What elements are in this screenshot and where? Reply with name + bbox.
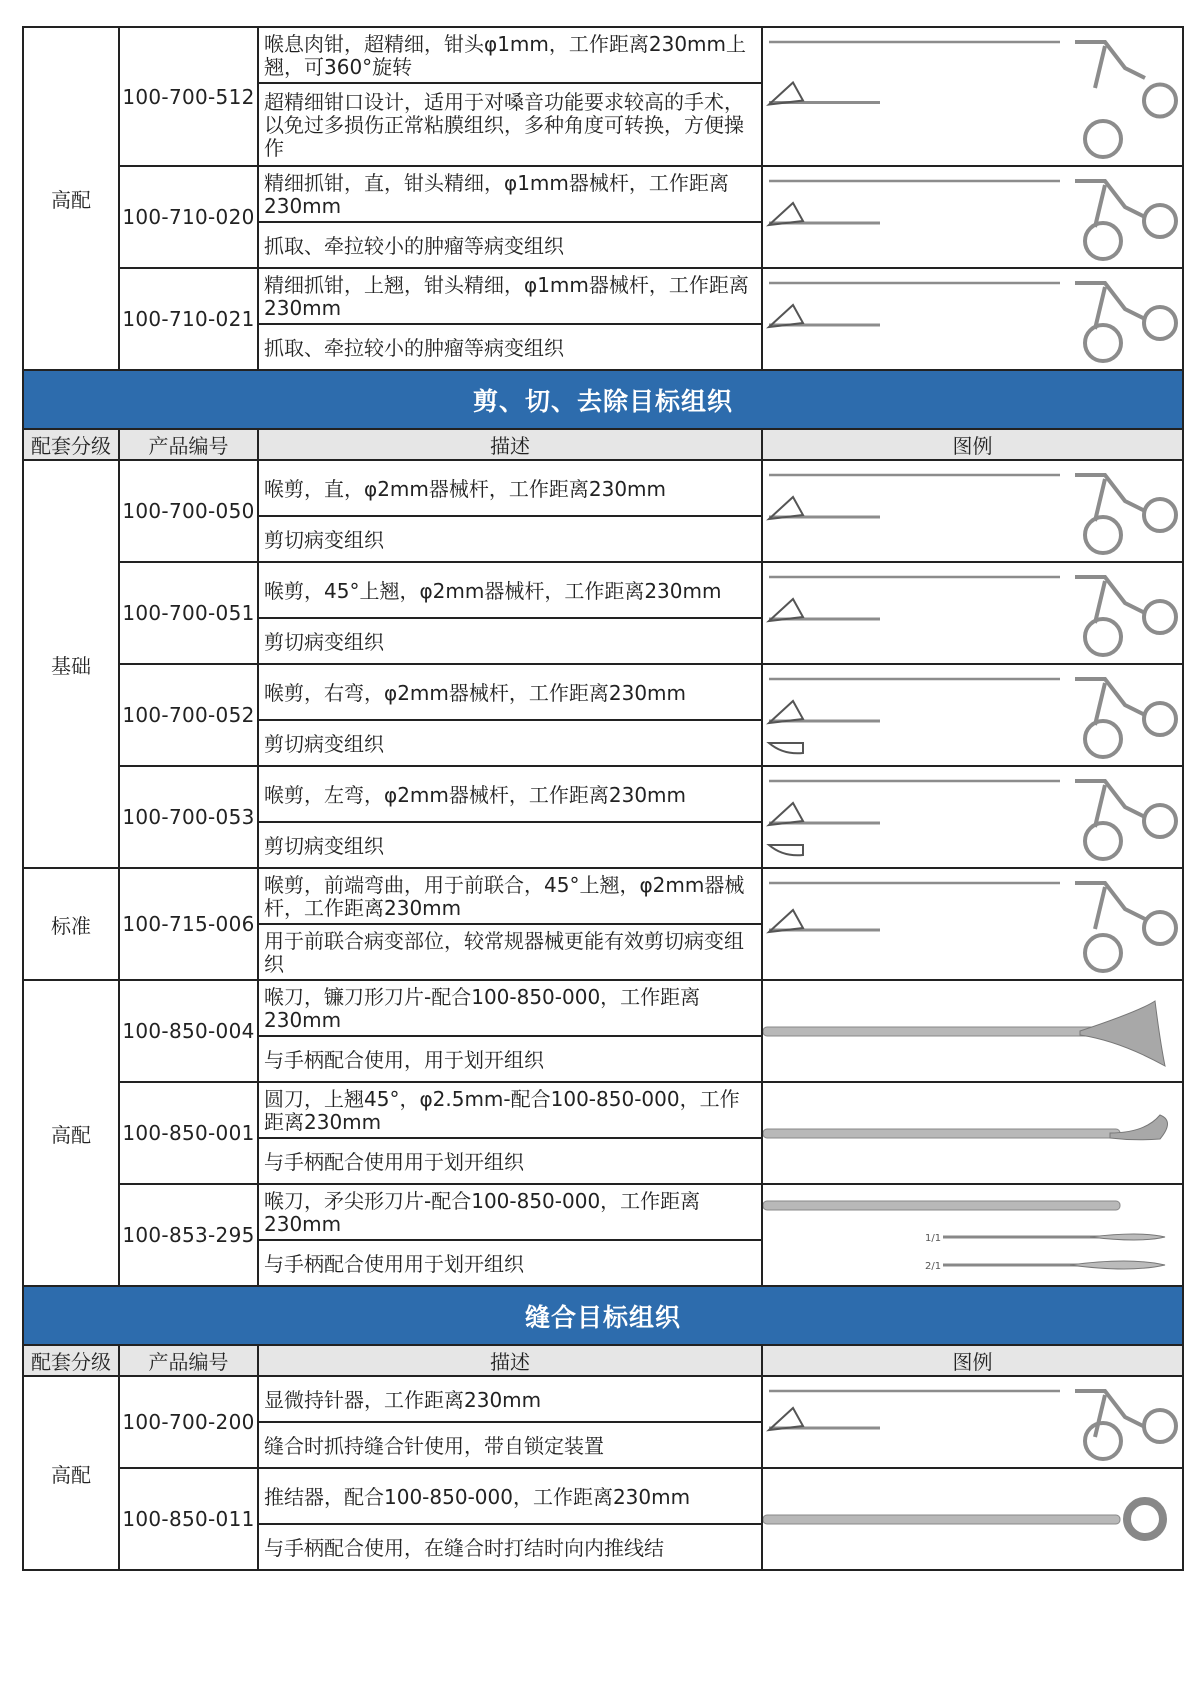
instrument-image bbox=[762, 868, 1183, 980]
product-code: 100-850-004 bbox=[119, 980, 258, 1082]
product-code: 100-700-200 bbox=[119, 1376, 258, 1468]
use-text: 超精细钳口设计，适用于对嗓音功能要求较高的手术，以免过多损伤正常粘膜组织，多种角度可转换，方便操作 bbox=[258, 83, 762, 166]
table-row bbox=[23, 1184, 1183, 1240]
instrument-image bbox=[762, 27, 1183, 166]
instrument-image bbox=[762, 460, 1183, 562]
instrument-image bbox=[762, 1468, 1183, 1570]
product-code: 100-700-512 bbox=[119, 27, 258, 166]
table-row bbox=[23, 460, 1183, 516]
use-text: 抓取、牵拉较小的肿瘤等病变组织 bbox=[258, 324, 762, 370]
instrument-image bbox=[762, 166, 1183, 268]
use-text: 抓取、牵拉较小的肿瘤等病变组织 bbox=[258, 222, 762, 268]
left-curved-scissors-icon bbox=[763, 767, 1180, 867]
instrument-image bbox=[762, 980, 1183, 1082]
product-code: 100-710-020 bbox=[119, 166, 258, 268]
use-text: 剪切病变组织 bbox=[258, 720, 762, 766]
grade-cell: 标准 bbox=[23, 868, 119, 980]
use-text: 剪切病变组织 bbox=[258, 618, 762, 664]
section-title: 缝合目标组织 bbox=[23, 1286, 1183, 1345]
grade-cell: 高配 bbox=[23, 1376, 119, 1570]
table-row bbox=[23, 27, 1183, 83]
spec-text: 推结器，配合100-850-000，工作距离230mm bbox=[258, 1468, 762, 1524]
spec-text: 显微持针器，工作距离230mm bbox=[258, 1376, 762, 1422]
column-header: 描述 bbox=[258, 429, 762, 460]
spec-text: 圆刀，上翘45°，φ2.5mm-配合100-850-000，工作距离230mm bbox=[258, 1082, 762, 1138]
product-code: 100-700-051 bbox=[119, 562, 258, 664]
spec-text: 喉剪，右弯，φ2mm器械杆，工作距离230mm bbox=[258, 664, 762, 720]
grade-cell: 基础 bbox=[23, 460, 119, 868]
use-text: 剪切病变组织 bbox=[258, 516, 762, 562]
anterior-commissure-scissors-icon bbox=[763, 869, 1180, 979]
rotating-forceps-icon bbox=[763, 28, 1180, 165]
knot-pusher-icon bbox=[763, 1469, 1180, 1569]
product-code: 100-850-001 bbox=[119, 1082, 258, 1184]
use-text: 与手柄配合使用，用于划开组织 bbox=[258, 1036, 762, 1082]
product-code: 100-853-295 bbox=[119, 1184, 258, 1286]
spec-text: 喉息肉钳，超精细，钳头φ1mm，工作距离230mm上翘，可360°旋转 bbox=[258, 27, 762, 83]
instrument-image bbox=[762, 1184, 1183, 1286]
table-row bbox=[23, 664, 1183, 720]
column-header: 配套分级 bbox=[23, 1345, 119, 1376]
column-header: 配套分级 bbox=[23, 429, 119, 460]
sickle-knife-icon bbox=[763, 981, 1180, 1081]
instrument-image bbox=[762, 268, 1183, 370]
product-code: 100-700-050 bbox=[119, 460, 258, 562]
column-header: 描述 bbox=[258, 1345, 762, 1376]
spec-text: 喉剪，前端弯曲，用于前联合，45°上翘，φ2mm器械杆，工作距离230mm bbox=[258, 868, 762, 924]
spec-text: 喉剪，45°上翘，φ2mm器械杆，工作距离230mm bbox=[258, 562, 762, 618]
product-code: 100-850-011 bbox=[119, 1468, 258, 1570]
table-row bbox=[23, 562, 1183, 618]
table-row bbox=[23, 166, 1183, 222]
section-title: 剪、切、去除目标组织 bbox=[23, 370, 1183, 429]
upturned-scissors-icon bbox=[763, 563, 1180, 663]
round-knife-icon bbox=[763, 1083, 1180, 1183]
spec-text: 精细抓钳，上翘，钳头精细，φ1mm器械杆，工作距离230mm bbox=[258, 268, 762, 324]
instrument-image bbox=[762, 1082, 1183, 1184]
spec-text: 喉剪，直，φ2mm器械杆，工作距离230mm bbox=[258, 460, 762, 516]
upturned-grasper-icon bbox=[763, 269, 1180, 369]
grade-cell: 高配 bbox=[23, 980, 119, 1286]
use-text: 剪切病变组织 bbox=[258, 822, 762, 868]
use-text: 与手柄配合使用用于划开组织 bbox=[258, 1138, 762, 1184]
instrument-image bbox=[762, 1376, 1183, 1468]
spec-text: 喉刀，镰刀形刀片-配合100-850-000，工作距离230mm bbox=[258, 980, 762, 1036]
lancet-knife-icon bbox=[763, 1185, 1180, 1285]
scale-label: 1/1 bbox=[925, 1233, 942, 1244]
product-code: 100-700-053 bbox=[119, 766, 258, 868]
table-row bbox=[23, 980, 1183, 1036]
right-curved-scissors-icon bbox=[763, 665, 1180, 765]
table-row bbox=[23, 268, 1183, 324]
spec-text: 喉剪，左弯，φ2mm器械杆，工作距离230mm bbox=[258, 766, 762, 822]
use-text: 与手柄配合使用，在缝合时打结时向内推线结 bbox=[258, 1524, 762, 1570]
instrument-image bbox=[762, 766, 1183, 868]
instrument-image bbox=[762, 664, 1183, 766]
use-text: 缝合时抓持缝合针使用，带自锁定装置 bbox=[258, 1422, 762, 1468]
use-text: 与手柄配合使用用于划开组织 bbox=[258, 1240, 762, 1286]
table-row bbox=[23, 766, 1183, 822]
straight-scissors-icon bbox=[763, 461, 1180, 561]
product-code: 100-715-006 bbox=[119, 868, 258, 980]
product-code: 100-700-052 bbox=[119, 664, 258, 766]
table-row bbox=[23, 1468, 1183, 1524]
use-text: 用于前联合病变部位，较常规器械更能有效剪切病变组织 bbox=[258, 924, 762, 980]
table-row bbox=[23, 1082, 1183, 1138]
spec-text: 精细抓钳，直，钳头精细，φ1mm器械杆，工作距离230mm bbox=[258, 166, 762, 222]
instrument-image bbox=[762, 562, 1183, 664]
column-header: 产品编号 bbox=[119, 1345, 258, 1376]
scale-label: 2/1 bbox=[925, 1261, 942, 1272]
straight-grasper-icon bbox=[763, 167, 1180, 267]
column-header: 图例 bbox=[762, 429, 1183, 460]
grade-cell: 高配 bbox=[23, 27, 119, 370]
column-header: 产品编号 bbox=[119, 429, 258, 460]
needle-holder-icon bbox=[763, 1377, 1180, 1467]
spec-text: 喉刀，矛尖形刀片-配合100-850-000，工作距离230mm bbox=[258, 1184, 762, 1240]
table-row bbox=[23, 1376, 1183, 1422]
column-header: 图例 bbox=[762, 1345, 1183, 1376]
product-table bbox=[22, 26, 1184, 1571]
product-code: 100-710-021 bbox=[119, 268, 258, 370]
table-row bbox=[23, 868, 1183, 924]
